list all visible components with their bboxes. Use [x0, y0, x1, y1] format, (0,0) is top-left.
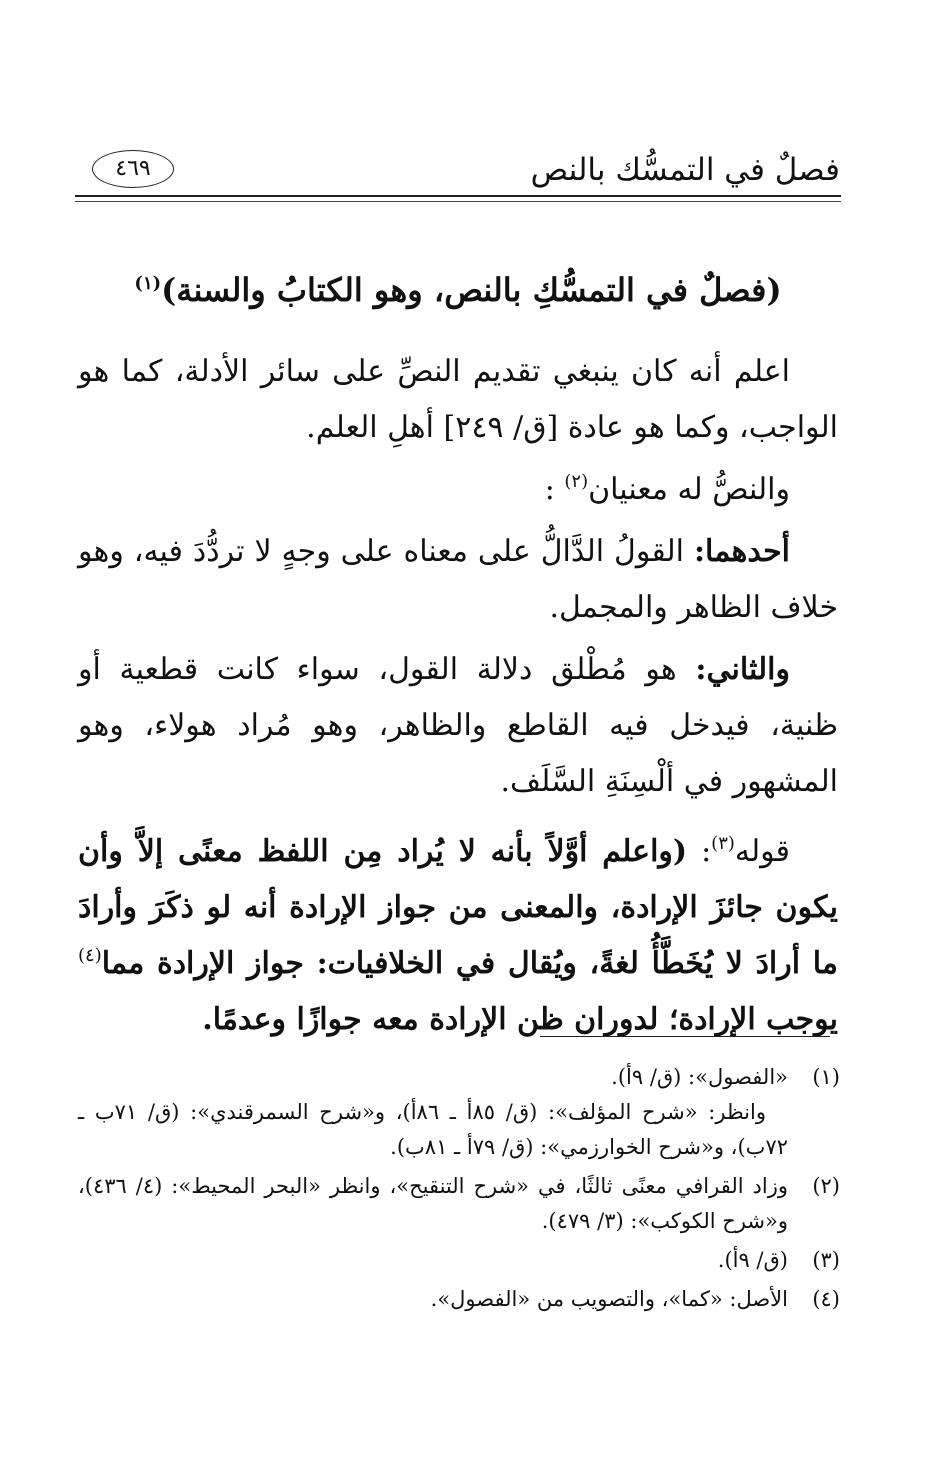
first-meaning-text: القولُ الدَّالُّ على معناه على وجهٍ لا تردُّدَ فيه، وهو خلاف الظاهر والمجمل. — [78, 534, 838, 625]
footnote-2 — [78, 1169, 840, 1239]
paragraph-intro: اعلم أنه كان ينبغي تقديم النصِّ على سائر الأدلة، كما هو الواجب، وكما هو عادة [ق/ ٢٤٩] أهلِ العلم. — [78, 354, 838, 445]
footnote-ref-2: (٢) — [564, 471, 589, 492]
first-meaning-label: أحدهما: — [693, 534, 790, 569]
footnote-ref-3: (٣) — [711, 833, 735, 854]
second-meaning-label: والثاني: — [695, 652, 790, 687]
footnote-ref-4: (٤) — [78, 945, 102, 966]
footnote-3 — [78, 1243, 840, 1278]
footnote-1 — [78, 1060, 840, 1165]
quote-lead: قوله — [734, 834, 790, 869]
header-rule — [75, 195, 841, 197]
paragraph-two-meanings — [78, 462, 838, 518]
two-meanings-text: والنصُّ له معنيان — [588, 472, 790, 507]
main-text — [78, 262, 838, 1054]
chapter-title-text: (فصلٌ في التمسُّكِ بالنص، وهو الكتابُ والسنة) — [161, 271, 782, 309]
two-meanings-colon: : — [544, 472, 555, 507]
header-rule-thin — [75, 201, 841, 202]
footnotes — [78, 1060, 840, 1321]
footnote-line: وانظر: «شرح المؤلف»: (ق/ ٨٥أ ـ ٨٦أ)، و«شرح السمرقندي»: (ق/ ٧١ب ـ ٧٢ب)، و«شرح الخوارزمي»: (ق/ ٧٩أ ـ ٨١ب). — [78, 1100, 788, 1159]
chapter-title — [78, 262, 838, 318]
footnote-number: (٣) — [812, 1248, 840, 1272]
footnote-ref-1: (١) — [134, 273, 162, 294]
running-title: فصلٌ في التمسُّك بالنص — [530, 152, 840, 188]
quote-text-a: (واعلم أوَّلاً بأنه لا يُراد مِن اللفظ معنًى إلاَّ وأن يكون جائزَ الإرادة، والمعنى من جواز الإرادة أنه لو ذكَرَ وأرادَ ما أرادَ لا يُخَطَّأُ لغةً، ويُقال في الخلافيات: جواز الإرادة مما — [78, 834, 838, 981]
footnote-line: (ق/ ٩أ). — [717, 1248, 788, 1272]
footnote-4 — [78, 1282, 840, 1317]
footnote-separator — [540, 1036, 830, 1037]
running-header — [78, 150, 840, 194]
footnote-number: (٢) — [812, 1174, 840, 1198]
footnote-line: وزاد القرافي معنًى ثالثًا، في «شرح التنقيح»، وانظر «البحر المحيط»: (٤/ ٤٣٦)، و«شرح الكوكب»: (٣/ ٤٧٩). — [78, 1174, 788, 1233]
footnote-line: «الفصول»: (ق/ ٩أ). — [611, 1065, 788, 1089]
paragraph-first-meaning — [78, 524, 838, 636]
footnote-number: (١) — [812, 1065, 840, 1089]
footnote-number: (٤) — [812, 1287, 840, 1311]
quote-text-b: يوجب الإرادة؛ لدوران ظن الإرادة معه جوازًا وعدمًا. — [202, 1002, 838, 1037]
page-number: ٤٦٩ — [92, 150, 174, 188]
paragraph-second-meaning — [78, 642, 838, 810]
quote-colon: : — [701, 834, 712, 869]
paragraph-quote — [78, 824, 838, 1048]
second-meaning-text: هو مُطْلق دلالة القول، سواء كانت قطعية أو ظنية، فيدخل فيه القاطع والظاهر، وهو مُراد هولاء، وهو المشهور في ألْسِنَةِ السَّلَف. — [78, 652, 838, 799]
footnote-line: الأصل: «كما»، والتصويب من «الفصول». — [430, 1287, 788, 1311]
